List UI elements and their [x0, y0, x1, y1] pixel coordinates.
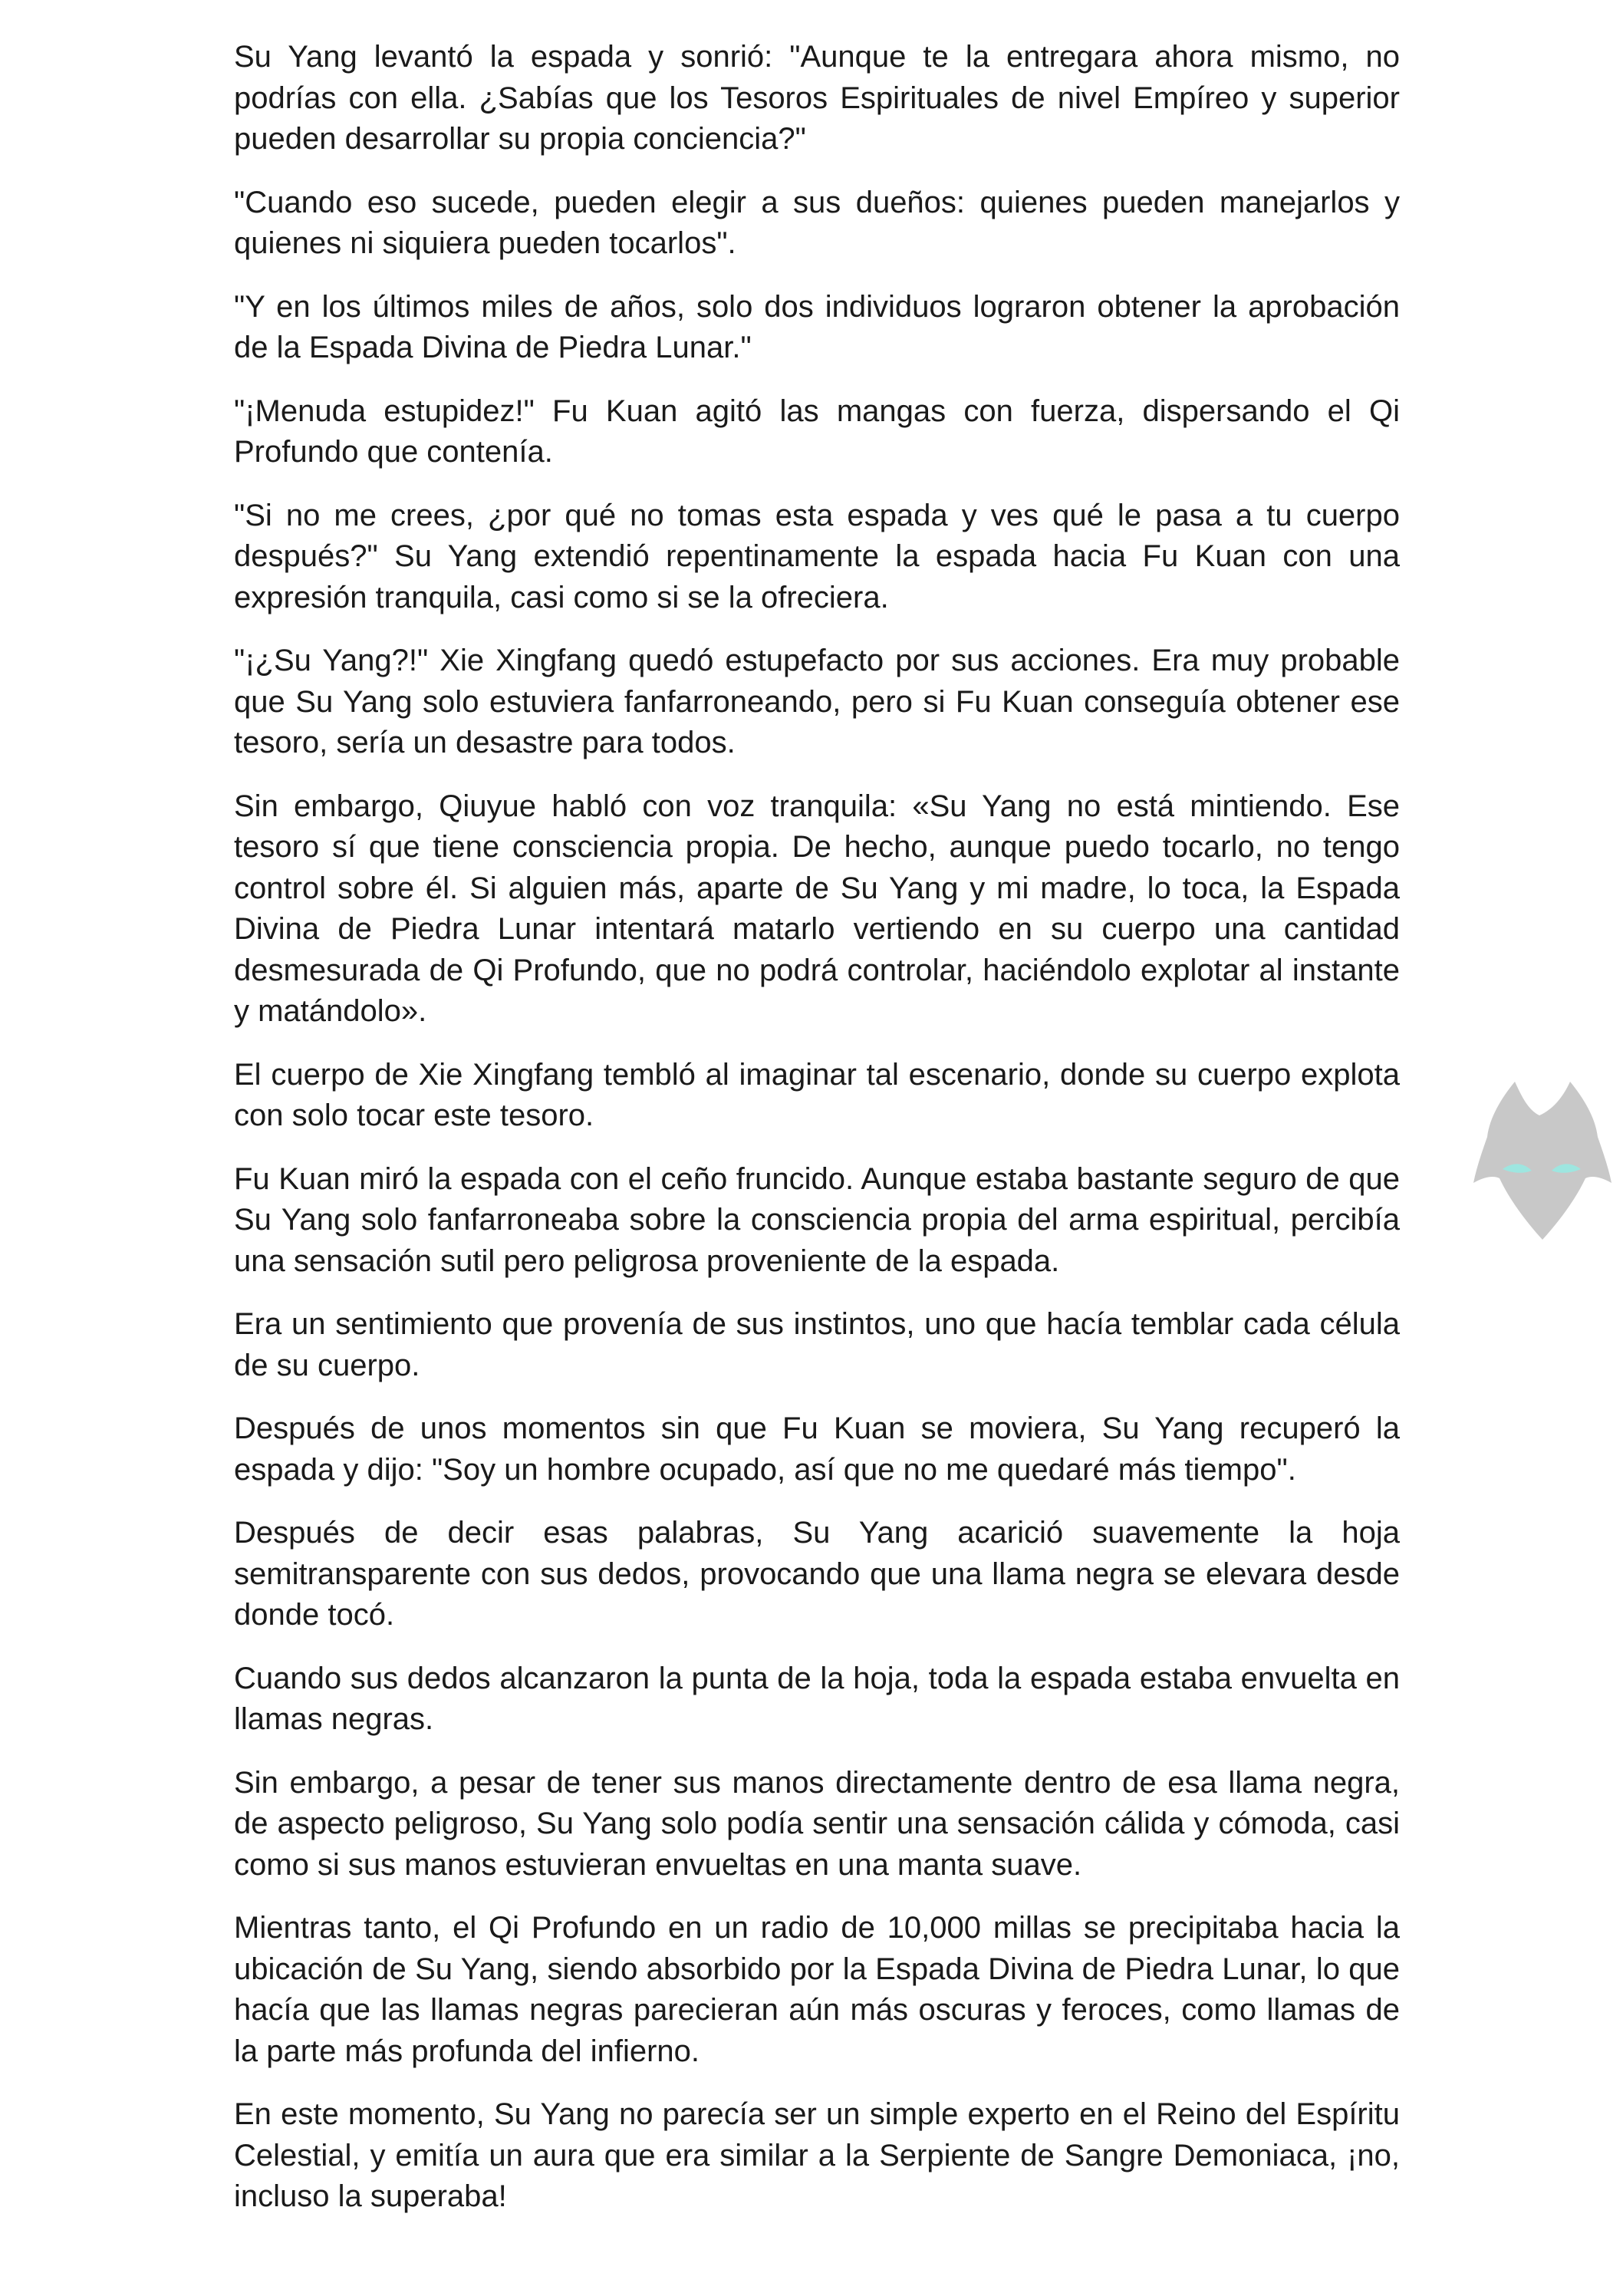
paragraph: En este momento, Su Yang no parecía ser un simple experto en el Reino del Espíritu Celestial, y emitía un aura que era similar a la Serpiente de Sangre Demoniaca, ¡no, incluso la superaba!: [234, 2097, 1400, 2213]
paragraph: Mientras tanto, el Qi Profundo en un radio de 10,000 millas se precipitaba hacia la ubicación de Su Yang, siendo absorbido por la Espada Divina de Piedra Lunar, lo que hacía que las llamas negras parecieran aún más oscuras y feroces, como llamas de la parte más profunda del infierno.: [234, 1911, 1400, 2068]
paragraph: "¡¿Su Yang?!" Xie Xingfang quedó estupefacto por sus acciones. Era muy probable que Su Yang solo estuviera fanfarroneando, pero si Fu Kuan conseguía obtener ese tesoro, sería un desastre para todos.: [234, 644, 1400, 759]
paragraph: Su Yang levantó la espada y sonrió: "Aunque te la entregara ahora mismo, no podrías con ella. ¿Sabías que los Tesoros Espirituales de nivel Empíreo y superior pueden desarrollar su propia conciencia?": [234, 40, 1400, 156]
paragraph: "¡Menuda estupidez!" Fu Kuan agitó las mangas con fuerza, dispersando el Qi Profundo que contenía.: [234, 394, 1400, 469]
paragraph: "Si no me crees, ¿por qué no tomas esta espada y ves qué le pasa a tu cuerpo después?" Su Yang extendió repentinamente la espada hacia Fu Kuan con una expresión tranquila, casi como si se la ofreciera.: [234, 498, 1400, 614]
paragraph: Fu Kuan miró la espada con el ceño fruncido. Aunque estaba bastante seguro de que Su Yang solo fanfarroneaba sobre la consciencia propia del arma espiritual, percibía una sensación sutil pero peligrosa proveniente de la espada.: [234, 1161, 1400, 1278]
document-body: [234, 37, 1400, 2240]
paragraph: "Y en los últimos miles de años, solo dos individuos lograron obtener la aprobación de la Espada Divina de Piedra Lunar.": [234, 289, 1400, 364]
demon-head-icon: [1469, 1076, 1615, 1244]
paragraph: Sin embargo, a pesar de tener sus manos directamente dentro de esa llama negra, de aspecto peligroso, Su Yang solo podía sentir una sensación cálida y cómoda, casi como si sus manos estuvieran envueltas en una manta suave.: [234, 1765, 1400, 1882]
paragraph: "Cuando eso sucede, pueden elegir a sus dueños: quienes pueden manejarlos y quienes ni siquiera pueden tocarlos".: [234, 185, 1400, 260]
paragraph: Cuando sus dedos alcanzaron la punta de la hoja, toda la espada estaba envuelta en llamas negras.: [234, 1661, 1400, 1736]
paragraph: Después de unos momentos sin que Fu Kuan se moviera, Su Yang recuperó la espada y dijo: "Soy un hombre ocupado, así que no me quedaré más tiempo".: [234, 1412, 1400, 1487]
paragraph: Era un sentimiento que provenía de sus instintos, uno que hacía temblar cada célula de su cuerpo.: [234, 1307, 1400, 1382]
paragraph: El cuerpo de Xie Xingfang tembló al imaginar tal escenario, donde su cuerpo explota con solo tocar este tesoro.: [234, 1057, 1400, 1132]
paragraph: Sin embargo, Qiuyue habló con voz tranquila: «Su Yang no está mintiendo. Ese tesoro sí que tiene consciencia propia. De hecho, aunque puedo tocarlo, no tengo control sobre él. Si alguien más, aparte de Su Yang y mi madre, lo toca, la Espada Divina de Piedra Lunar intentará matarlo vertiendo en su cuerpo una cantidad desmesurada de Qi Profundo, que no podrá controlar, haciéndolo explotar al instante y matándolo».: [234, 789, 1400, 1028]
paragraph: Después de decir esas palabras, Su Yang acarició suavemente la hoja semitransparente con sus dedos, provocando que una llama negra se elevara desde donde tocó.: [234, 1516, 1400, 1632]
